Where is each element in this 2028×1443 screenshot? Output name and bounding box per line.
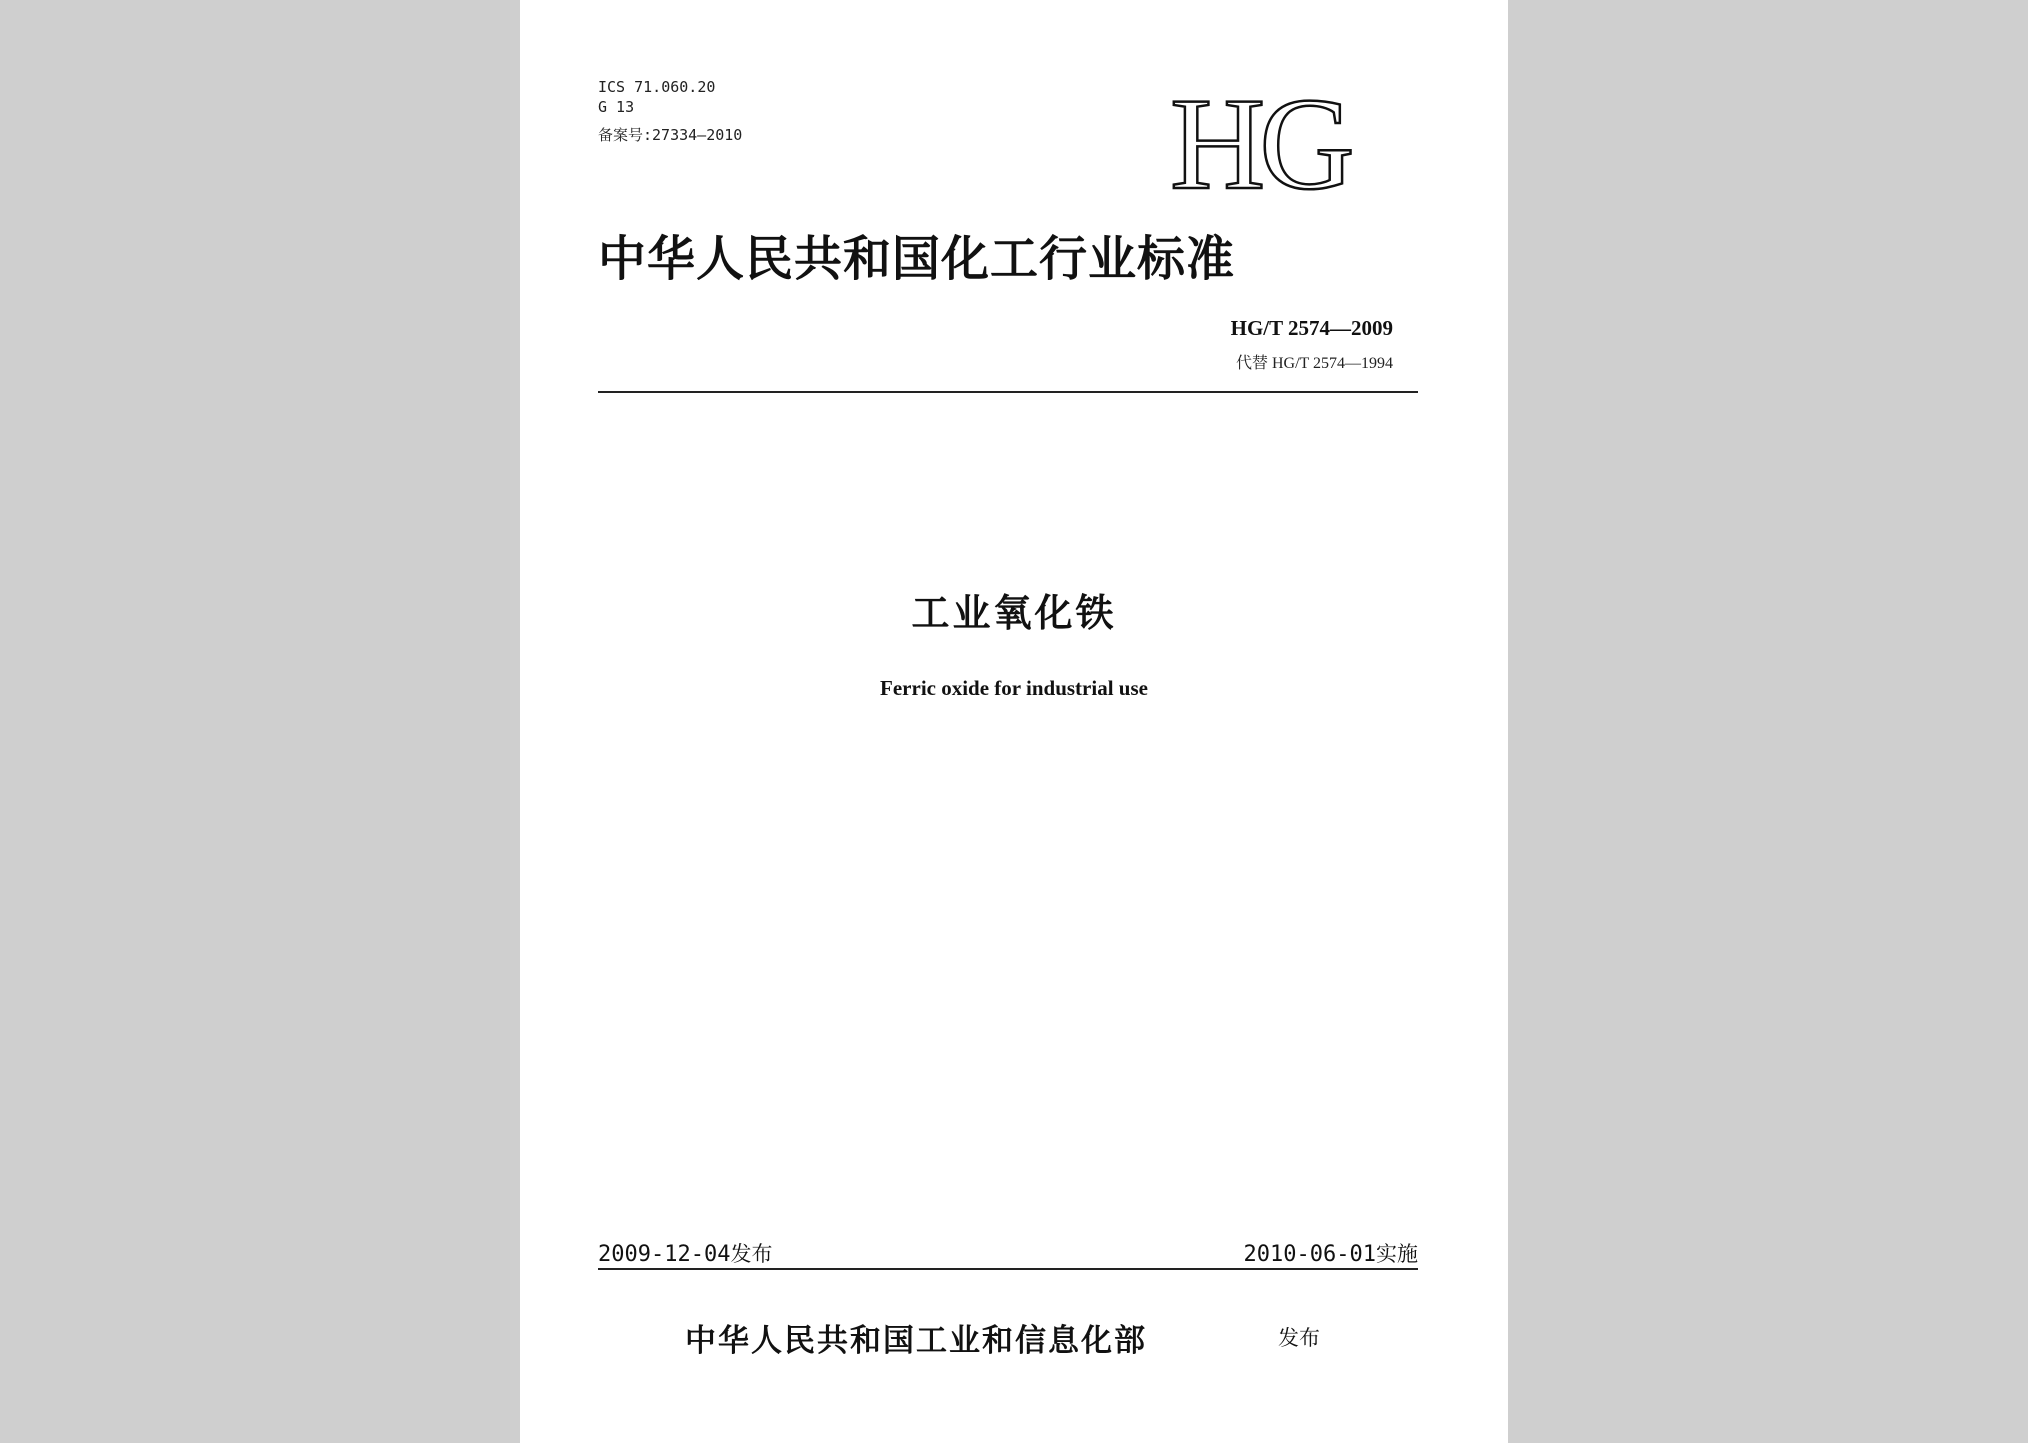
implement-label: 实施 <box>1376 1242 1418 1266</box>
document-title-cn: 工业氧化铁 <box>911 591 1117 635</box>
top-divider <box>598 391 1418 393</box>
classification-code: G 13 <box>598 98 635 116</box>
ics-code: ICS 71.060.20 <box>598 78 716 96</box>
standard-number: HG/T 2574—2009 <box>1230 316 1393 340</box>
bottom-divider <box>598 1268 1418 1270</box>
replaces-standard: 代替 HG/T 2574—1994 <box>1235 355 1393 372</box>
standard-title: 中华人民共和国化工行业标准 <box>598 231 1236 287</box>
document-page <box>520 0 1508 1443</box>
implement-date-block <box>1244 1238 1418 1268</box>
publish-date-block <box>598 1238 772 1268</box>
hg-logo: HG <box>1170 70 1349 217</box>
record-number: 备案号:27334—2010 <box>598 126 743 144</box>
implement-date: 2010-06-01 <box>1243 1242 1376 1267</box>
issuer-suffix: 发布 <box>1278 1326 1320 1350</box>
publish-date: 2009-12-04 <box>598 1242 731 1267</box>
publish-label: 发布 <box>730 1242 773 1266</box>
issuer-name: 中华人民共和国工业和信息化部 <box>685 1323 1147 1359</box>
document-title-en: Ferric oxide for industrial use <box>880 676 1148 700</box>
